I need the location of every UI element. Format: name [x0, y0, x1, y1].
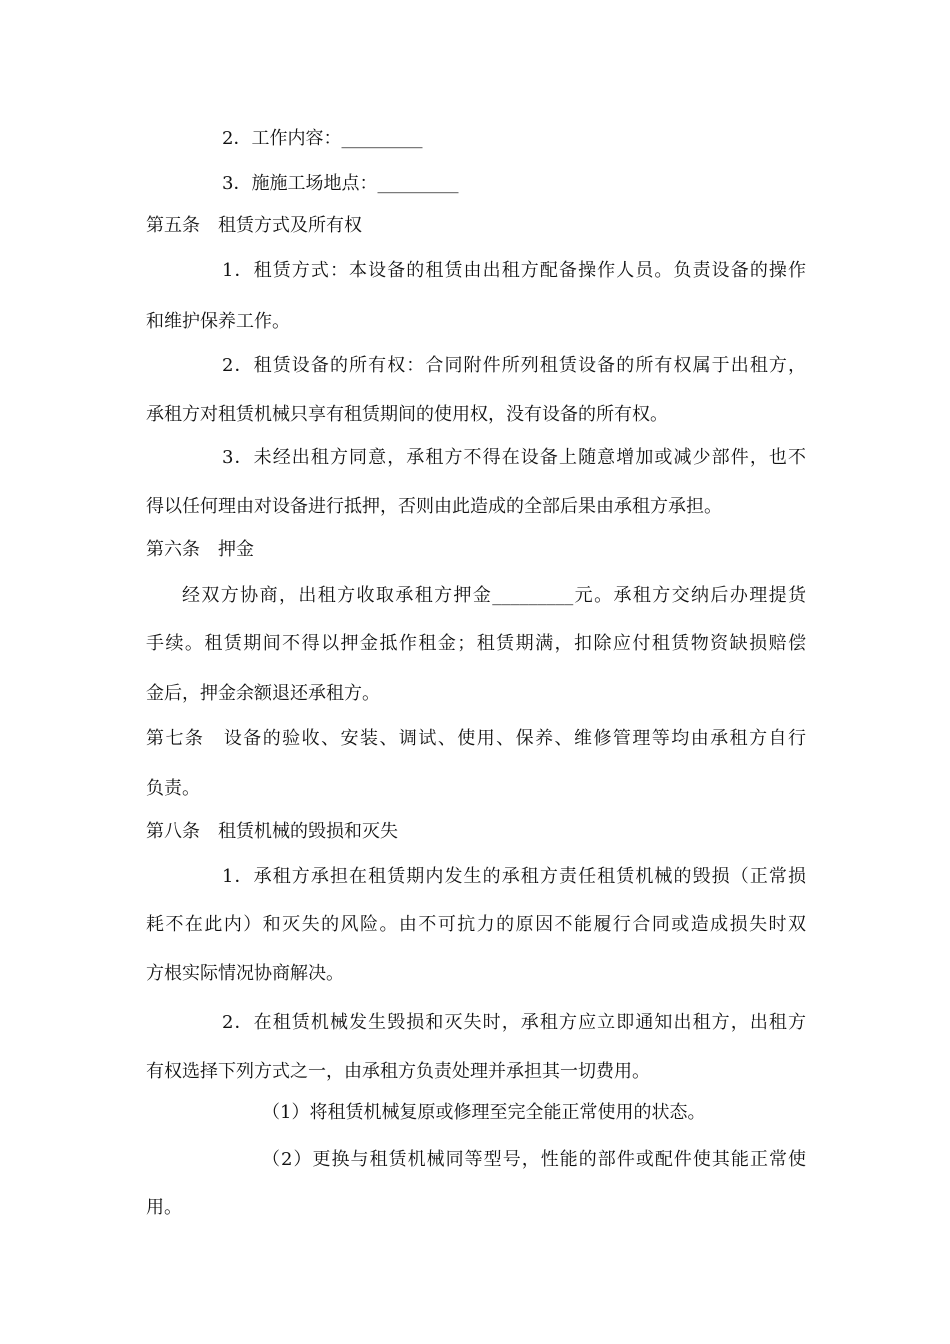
- article-5-heading: 第五条 租赁方式及所有权: [146, 215, 362, 236]
- article-8-item-1-line-3: 方根实际情况协商解决。: [146, 963, 344, 984]
- article-5-item-3-line-1: [0, 446, 950, 470]
- article-8-subitem-2-line-2: 用。: [146, 1197, 182, 1218]
- text: 1．租赁方式：本设备的租赁由出租方配备操作人员。负责设备的操作: [222, 260, 806, 281]
- article-8-heading: 第八条 租赁机械的毁损和灭失: [146, 821, 398, 842]
- article-5-item-3-line-2: 得以任何理由对设备进行抵押，否则由此造成的全部后果由承租方承担。: [146, 496, 722, 517]
- article-6-para-line-2: [0, 632, 950, 656]
- article-8-item-1-line-1: [0, 865, 950, 889]
- text: 2．在租赁机械发生毁损和灭失时，承租方应立即通知出租方，出租方: [222, 1012, 806, 1033]
- article-6-para-line-3: 金后，押金余额退还承租方。: [146, 683, 380, 704]
- line-site-location: 3．施施工场地点：_________: [222, 173, 459, 194]
- text: （2）更换与租赁机械同等型号，性能的部件或配件使其能正常使: [262, 1149, 806, 1170]
- text: 3．未经出租方同意，承租方不得在设备上随意增加或减少部件，也不: [222, 447, 806, 468]
- text: 2．租赁设备的所有权：合同附件所列租赁设备的所有权属于出租方，: [222, 355, 806, 376]
- article-5-item-1-line-1: [0, 259, 950, 283]
- line-work-content: 2．工作内容：_________: [222, 128, 423, 149]
- article-6-heading: 第六条 押金: [146, 539, 254, 560]
- article-5-item-2-line-1: [0, 354, 950, 378]
- text: 1．承租方承担在租赁期内发生的承租方责任租赁机械的毁损（正常损: [222, 866, 806, 887]
- article-8-subitem-2-line-1: [0, 1148, 950, 1172]
- article-7-heading-line-2: 负责。: [146, 778, 200, 799]
- article-8-item-1-line-2: [0, 913, 950, 937]
- text: 手续。租赁期间不得以押金抵作租金；租赁期满，扣除应付租赁物资缺损赔偿: [146, 633, 806, 654]
- article-7-heading-line-1: [0, 727, 950, 751]
- article-8-subitem-1: （1）将租赁机械复原或修理至完全能正常使用的状态。: [262, 1102, 706, 1123]
- text: 经双方协商，出租方收取承租方押金_________元。承租方交纳后办理提货: [182, 585, 806, 606]
- article-5-item-2-line-2: 承租方对租赁机械只享有租赁期间的使用权，没有设备的所有权。: [146, 404, 668, 425]
- article-5-item-1-line-2: 和维护保养工作。: [146, 311, 290, 332]
- text: 耗不在此内）和灭失的风险。由不可抗力的原因不能履行合同或造成损失时双: [146, 914, 806, 935]
- article-8-item-2-line-1: [0, 1011, 950, 1035]
- text: 第七条 设备的验收、安装、调试、使用、保养、维修管理等均由承租方自行: [146, 728, 806, 749]
- article-6-para-line-1: [0, 584, 950, 608]
- article-8-item-2-line-2: 有权选择下列方式之一，由承租方负责处理并承担其一切费用。: [146, 1061, 650, 1082]
